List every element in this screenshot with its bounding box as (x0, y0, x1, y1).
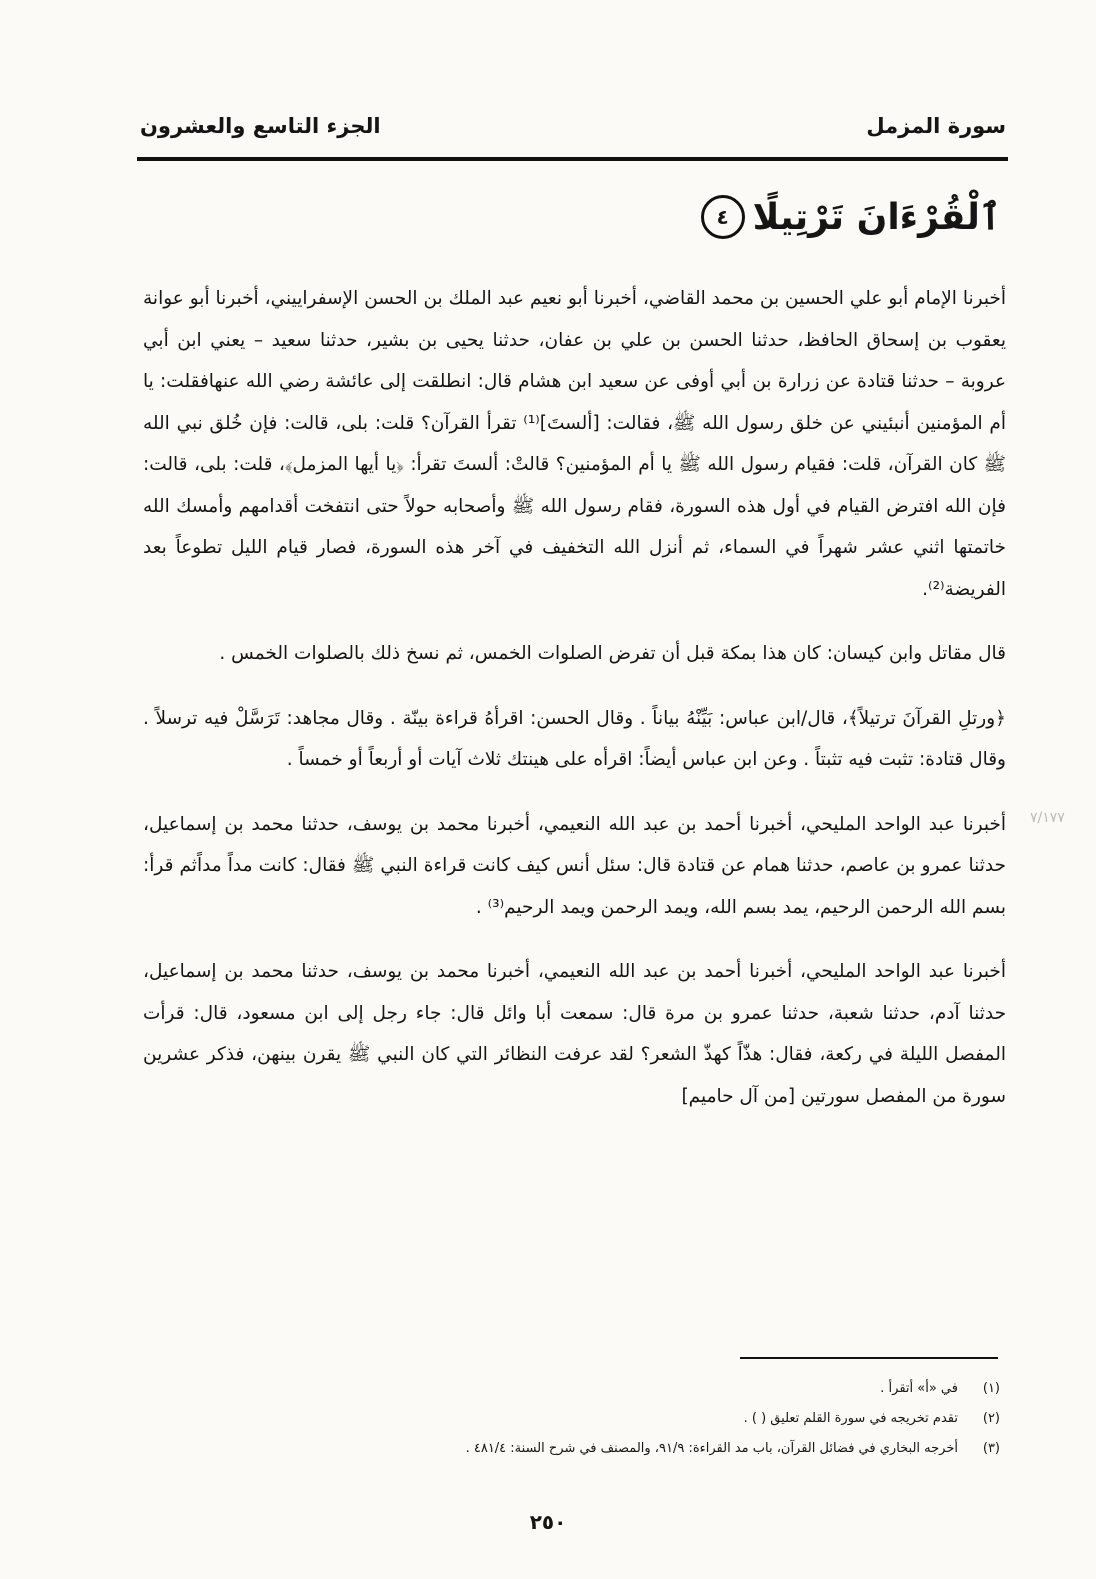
footnote-number: (٢) (982, 1411, 1000, 1426)
verse-number: ٤ (716, 205, 729, 229)
juz-title: الجزء التاسع والعشرون (140, 114, 381, 138)
footnote-text: تقدم تخريجه في سورة القلم تعليق ( ) . (743, 1411, 958, 1426)
paragraph-4: أخبرنا عبد الواحد المليحي، أخبرنا أحمد بن عبد الله النعيمي، أخبرنا محمد بن يوسف، حدثنا محمد بن إسماعيل، حدثنا عمرو بن عاصم، حدثنا همام عن قتادة قال: سئل أنس كيف كانت قراءة النبي ﷺ فقال: كانت مداً مداًثم قرأ: بسم الله الرحمن الرحيم، يمد بسم الله، ويمد الرحمن ويمد الرحيم⁽³⁾ . (143, 813, 1006, 918)
running-header (140, 108, 1006, 144)
footnote-rule (740, 1357, 998, 1359)
footnote (143, 1434, 1000, 1464)
verse-text: ٱلْقُرْءَانَ تَرْتِيلًا (752, 196, 1001, 238)
footnote-text: أخرجه البخاري في فضائل القرآن، باب مد القراءة: ٩١/٩، والمصنف في شرح السنة: ٤٨١/٤ . (465, 1441, 958, 1456)
verse-number-marker (701, 195, 745, 239)
paragraph-3: ﴿ورتلِ القرآنَ ترتيلاً﴾، قال/ابن عباس: بَيِّنْهُ بياناً . وقال الحسن: اقرأهُ قراءة بينّة . وقال مجاهد: تَرَسَّلْ فيه ترسلاً . وقال قتادة: تثبت فيه تثبتاً . وعن ابن عباس أيضاً: اقرأه على هينتك ثلاث آيات أو أربعاً أو خمساً . (143, 707, 1006, 770)
main-text (143, 278, 1006, 1117)
paragraph-2: قال مقاتل وابن كيسان: كان هذا بمكة قبل أن تفرض الصلوات الخمس، ثم نسخ ذلك بالصلوات الخمس . (219, 643, 1006, 664)
footnote-number: (٣) (982, 1441, 1000, 1456)
footnote-number: (١) (982, 1381, 1000, 1396)
paragraph-5: أخبرنا عبد الواحد المليحي، أخبرنا أحمد بن عبد الله النعيمي، أخبرنا محمد بن يوسف، حدثنا محمد بن إسماعيل، حدثنا آدم، حدثنا شعبة، حدثنا عمرو بن مرة قال: سمعت أبا وائل قال: جاء رجل إلى ابن مسعود، قال: قرأت المفصل الليلة في ركعة، فقال: هذّاً كهذّ الشعر؟ لقد عرفت النظائر التي كان النبي ﷺ يقرن بينهن، فذكر عشرين سورة من المفصل سورتين [من آل حاميم] (143, 961, 1006, 1107)
surah-title: سورة المزمل (866, 114, 1006, 138)
footnotes (143, 1374, 1000, 1464)
footnote (143, 1374, 1000, 1404)
page-number: ٢٥٠ (529, 1510, 567, 1534)
footnote-text: في «أ» أتقرأ . (880, 1381, 958, 1396)
quran-verse (701, 195, 1001, 239)
footnote (143, 1404, 1000, 1434)
paragraph-1: أخبرنا الإمام أبو علي الحسين بن محمد القاضي، أخبرنا أبو نعيم عبد الملك بن الحسن الإسفراييني، أخبرنا أبو عوانة يعقوب بن إسحاق الحافظ، حدثنا الحسن بن علي بن عفان، حدثنا يحيى بن بشير، حدثنا سعيد – يعني ابن أبي عروبة – حدثنا قتادة عن زرارة بن أبي أوفى عن سعيد ابن هشام قال: انطلقت إلى عائشة رضي الله عنهافقلت: يا أم المؤمنين أنبئيني عن خلق رسول الله ﷺ، فقالت: [ألستَ]⁽¹⁾ تقرأ القرآن؟ قلت: بلى، قالت: فإن خُلق نبي الله ﷺ كان القرآن، قلت: فقيام رسول الله ﷺ يا أم المؤمنين؟ قالتْ: ألستَ تقرأ: ﴿يا أيها المزمل﴾، قلت: بلى، قالت: فإن الله افترض القيام في أول هذه السورة، فقام رسول الله ﷺ وأصحابه حولاً حتى انتفخت أقدامهم وأمسك الله خاتمتها اثني عشر شهراً في السماء، ثم أنزل الله التخفيف في آخر هذه السورة، فصار قيام الليل تطوعاً بعد الفريضة⁽²⁾. (143, 288, 1006, 600)
margin-reference: ٧/١٧٧ (1030, 810, 1065, 826)
header-rule (137, 157, 1008, 161)
